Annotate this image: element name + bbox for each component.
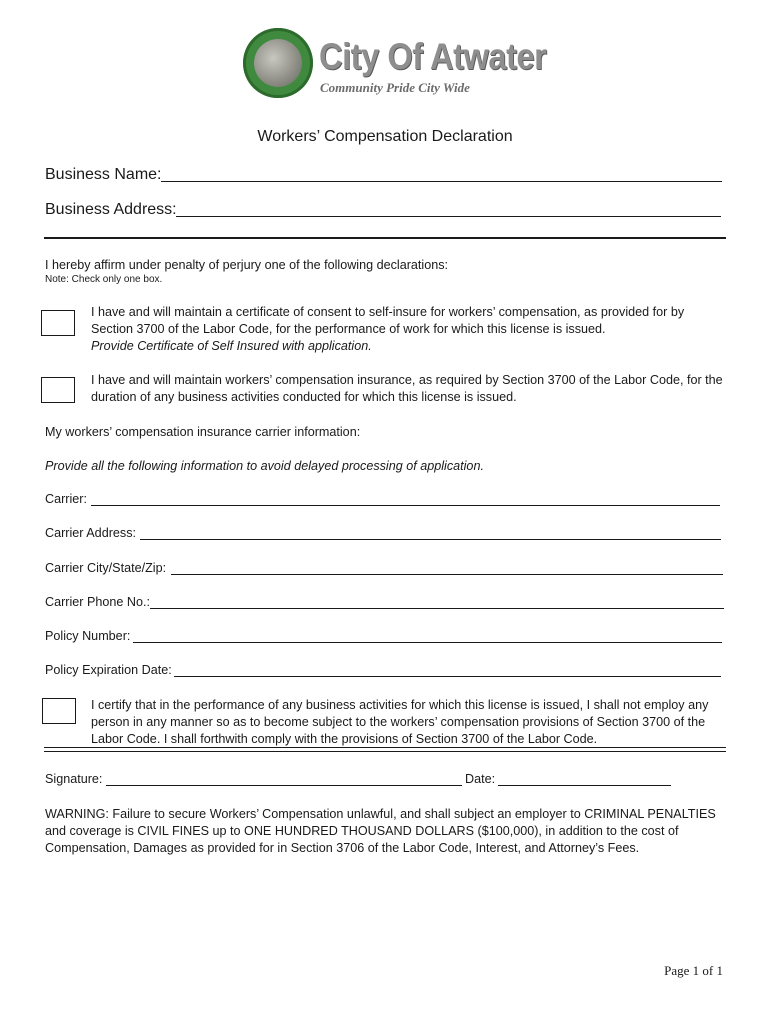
carrier-city-label: Carrier City/State/Zip: (45, 561, 167, 575)
policy-expiration-field[interactable] (174, 662, 721, 677)
exempt-line-2: person in any manner so as to become subject to the workers’ compensation provisions of Section 3700 of the (91, 715, 706, 729)
policy-number-field[interactable] (133, 628, 722, 643)
exempt-checkbox[interactable] (42, 698, 76, 724)
logo-tagline: Community Pride City Wide (320, 80, 470, 95)
divider-bottom (44, 751, 726, 752)
insurance-text (91, 372, 731, 406)
date-label: Date: (465, 772, 496, 786)
carrier-address-field[interactable] (140, 525, 721, 540)
logo-city-name: City Of Atwater (319, 36, 547, 77)
carrier-label: Carrier: (45, 492, 87, 506)
self-insure-text (91, 304, 731, 355)
city-seal-icon (243, 28, 313, 98)
date-field[interactable] (498, 771, 671, 786)
business-name-field[interactable] (161, 165, 722, 182)
policy-expiration-label: Policy Expiration Date: (45, 663, 172, 677)
carrier-phone-field[interactable] (150, 594, 724, 609)
signature-field[interactable] (106, 771, 462, 786)
carrier-city-field[interactable] (171, 560, 723, 575)
note-text: Note: Check only one box. (45, 274, 163, 285)
carrier-field[interactable] (91, 491, 720, 506)
divider-top (44, 747, 726, 748)
page-number: Page 1 of 1 (664, 963, 723, 978)
business-address-field[interactable] (176, 200, 721, 217)
exempt-line-1: I certify that in the performance of any business activities for which this license is issued, I shall not employ any (91, 698, 709, 712)
self-insure-line-1: I have and will maintain a certificate of consent to self-insure for workers’ compensation, as provided for by (91, 305, 685, 319)
warning-line-2: and coverage is CIVIL FINES up to ONE HUNDRED THOUSAND DOLLARS ($100,000), in addition to the cost of (45, 824, 679, 838)
page-title: Workers’ Compensation Declaration (257, 128, 513, 145)
exempt-line-3: Labor Code. I shall forthwith comply with the provisions of Section 3700 of the Labor Code. (91, 732, 598, 746)
insurance-line-2: duration of any business activities conducted for which this license is issued. (91, 390, 517, 404)
policy-number-label: Policy Number: (45, 629, 131, 643)
warning-line-3: Compensation, Damages as provided for in Section 3706 of the Labor Code, Interest, and Attorney’s Fees. (45, 841, 640, 855)
affirm-text: I hereby affirm under penalty of perjury one of the following declarations: (45, 258, 448, 272)
business-address-label: Business Address: (45, 201, 177, 218)
warning-line-1: WARNING: Failure to secure Workers’ Compensation unlawful, and shall subject an employer to CRIMINAL PENALTIES (45, 807, 716, 821)
carrier-phone-label: Carrier Phone No.: (45, 595, 150, 609)
carrier-info-heading: My workers’ compensation insurance carrier information: (45, 425, 361, 439)
self-insure-line-2: Section 3700 of the Labor Code, for the performance of work for which this license is issued. (91, 322, 606, 336)
self-insure-note: Provide Certificate of Self Insured with application. (91, 339, 372, 353)
carrier-address-label: Carrier Address: (45, 526, 136, 540)
city-logo (243, 28, 547, 100)
provide-info-text: Provide all the following information to avoid delayed processing of application. (45, 459, 484, 473)
section-divider (44, 237, 726, 239)
business-name-label: Business Name: (45, 166, 162, 183)
insurance-line-1: I have and will maintain workers’ compensation insurance, as required by Section 3700 of the Labor Code, for the (91, 373, 723, 387)
insurance-checkbox[interactable] (41, 377, 75, 403)
exempt-text (91, 697, 731, 748)
self-insure-checkbox[interactable] (41, 310, 75, 336)
signature-label: Signature: (45, 772, 103, 786)
warning-text (45, 806, 735, 857)
